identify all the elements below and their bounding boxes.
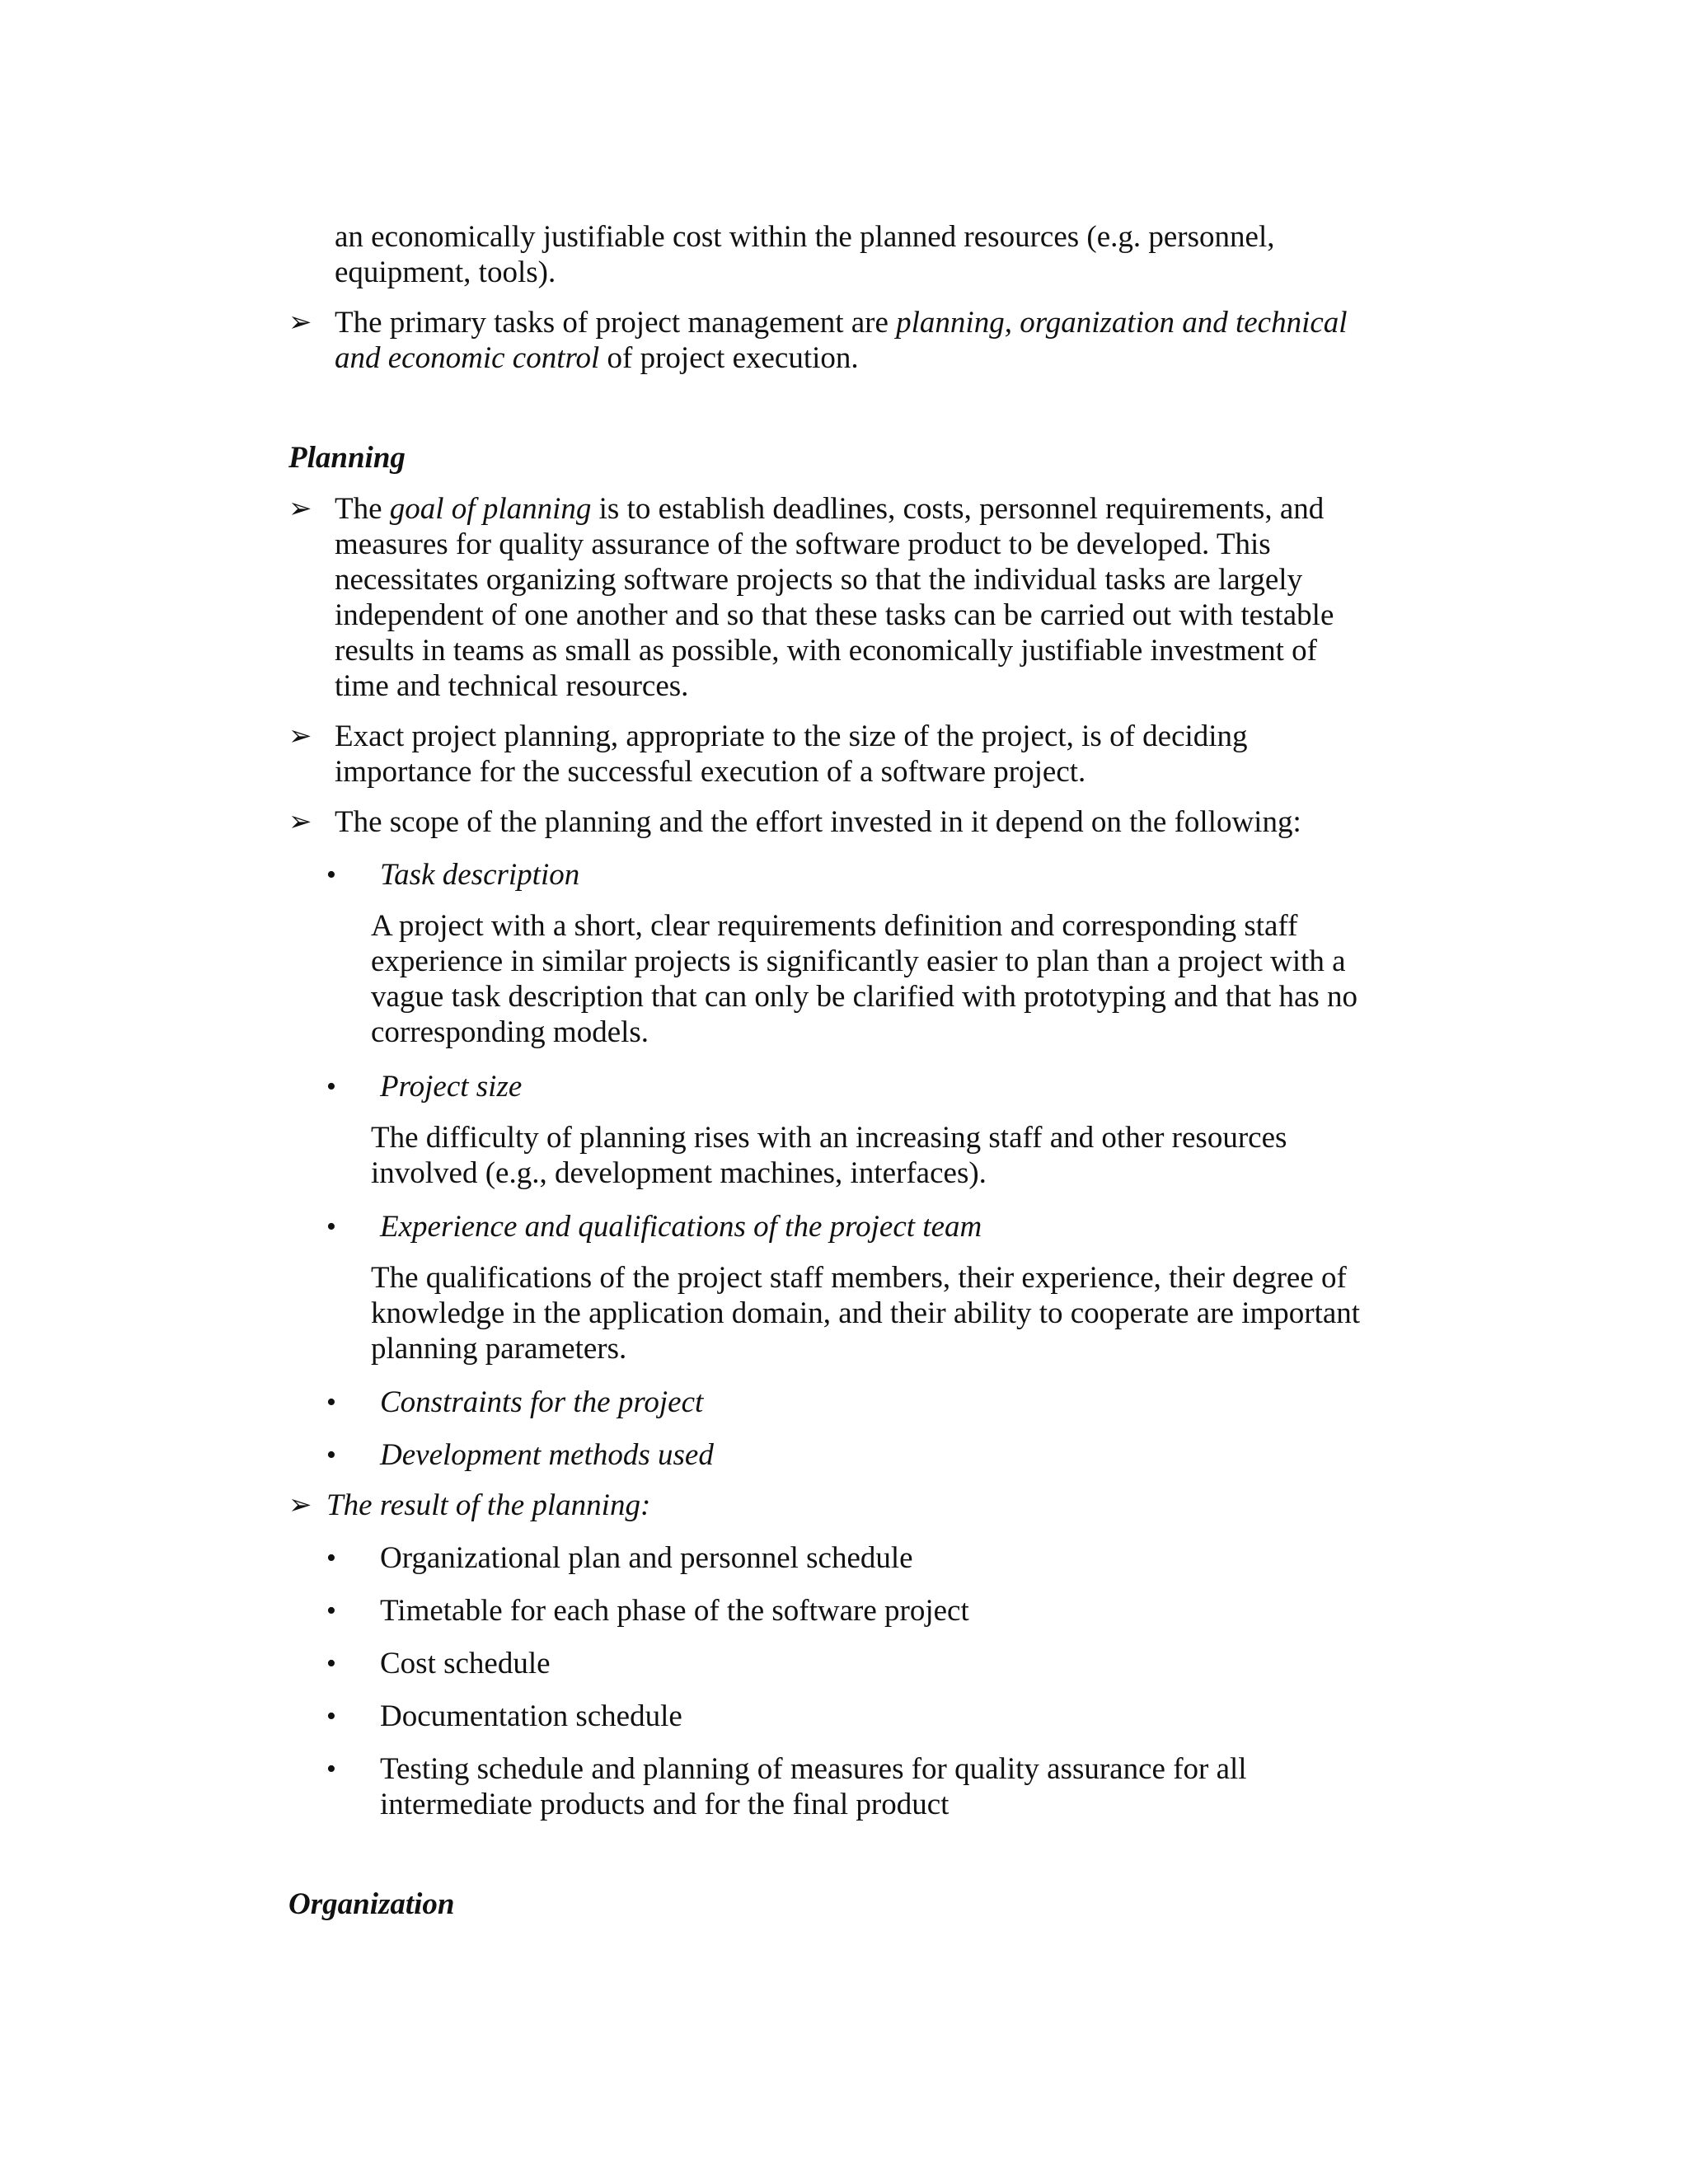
dot-bullet-icon: • xyxy=(326,1596,336,1626)
planning-heading: Planning xyxy=(288,441,406,475)
goal-line-5: results in teams as small as possible, with economically justifiable investment of xyxy=(335,634,1318,668)
factor-methods-title: Development methods used xyxy=(380,1438,714,1472)
arrow-bullet-icon: ➢ xyxy=(288,307,312,338)
factor-task-line-3: vague task description that can only be clarified with prototyping and that has no xyxy=(371,980,1358,1014)
goal-line-1: The goal of planning is to establish deadlines, costs, personnel requirements, and xyxy=(335,492,1325,526)
dot-bullet-icon: • xyxy=(326,1440,336,1470)
result-item-3: Cost schedule xyxy=(380,1647,551,1680)
arrow-bullet-icon: ➢ xyxy=(288,494,312,524)
factor-task-title: Task description xyxy=(380,858,580,892)
dot-bullet-icon: • xyxy=(326,1543,336,1573)
dot-bullet-icon: • xyxy=(326,1701,336,1732)
result-title: The result of the planning: xyxy=(326,1488,651,1522)
factor-task-line-4: corresponding models. xyxy=(371,1015,649,1049)
factor-task-line-1: A project with a short, clear requirements definition and corresponding staff xyxy=(371,909,1298,943)
dot-bullet-icon: • xyxy=(326,1387,336,1418)
exact-line-2: importance for the successful execution of a software project. xyxy=(335,755,1086,789)
factor-constraints-title: Constraints for the project xyxy=(380,1385,704,1419)
result-item-2: Timetable for each phase of the software project xyxy=(380,1594,969,1628)
primary-tasks-line-2: and economic control of project execution. xyxy=(335,341,859,375)
dot-bullet-icon: • xyxy=(326,1071,336,1102)
dot-bullet-icon: • xyxy=(326,1754,336,1784)
dot-bullet-icon: • xyxy=(326,1212,336,1242)
scope-line: The scope of the planning and the effort invested in it depend on the following: xyxy=(335,805,1301,839)
intro-line-1: an economically justifiable cost within the planned resources (e.g. personnel, xyxy=(335,220,1275,254)
factor-experience-line-1: The qualifications of the project staff members, their experience, their degree of xyxy=(371,1261,1347,1295)
goal-line-6: time and technical resources. xyxy=(335,669,689,703)
goal-line-2: measures for quality assurance of the software product to be developed. This xyxy=(335,527,1271,561)
result-item-4: Documentation schedule xyxy=(380,1699,682,1733)
factor-size-line-2: involved (e.g., development machines, interfaces). xyxy=(371,1156,987,1190)
factor-experience-line-3: planning parameters. xyxy=(371,1332,627,1366)
dot-bullet-icon: • xyxy=(326,1648,336,1679)
organization-heading: Organization xyxy=(288,1887,455,1921)
arrow-bullet-icon: ➢ xyxy=(288,807,312,837)
goal-line-4: independent of one another and so that these tasks can be carried out with testable xyxy=(335,598,1334,632)
result-item-5-line-2: intermediate products and for the final product xyxy=(380,1788,950,1821)
goal-line-3: necessitates organizing software projects so that the individual tasks are largely xyxy=(335,563,1303,597)
factor-task-line-2: experience in similar projects is significantly easier to plan than a project with a xyxy=(371,944,1346,978)
arrow-bullet-icon: ➢ xyxy=(288,1490,312,1521)
intro-line-2: equipment, tools). xyxy=(335,255,556,289)
exact-line-1: Exact project planning, appropriate to the size of the project, is of deciding xyxy=(335,719,1248,753)
result-item-1: Organizational plan and personnel schedule xyxy=(380,1541,913,1575)
factor-experience-line-2: knowledge in the application domain, and their ability to cooperate are important xyxy=(371,1296,1361,1330)
result-item-5-line-1: Testing schedule and planning of measures for quality assurance for all xyxy=(380,1752,1247,1786)
factor-size-title: Project size xyxy=(380,1070,523,1104)
factor-experience-title: Experience and qualifications of the project team xyxy=(380,1210,982,1244)
factor-size-line-1: The difficulty of planning rises with an increasing staff and other resources xyxy=(371,1121,1287,1155)
primary-tasks-line-1: The primary tasks of project management are planning, organization and technical xyxy=(335,306,1348,340)
dot-bullet-icon: • xyxy=(326,860,336,890)
arrow-bullet-icon: ➢ xyxy=(288,721,312,752)
